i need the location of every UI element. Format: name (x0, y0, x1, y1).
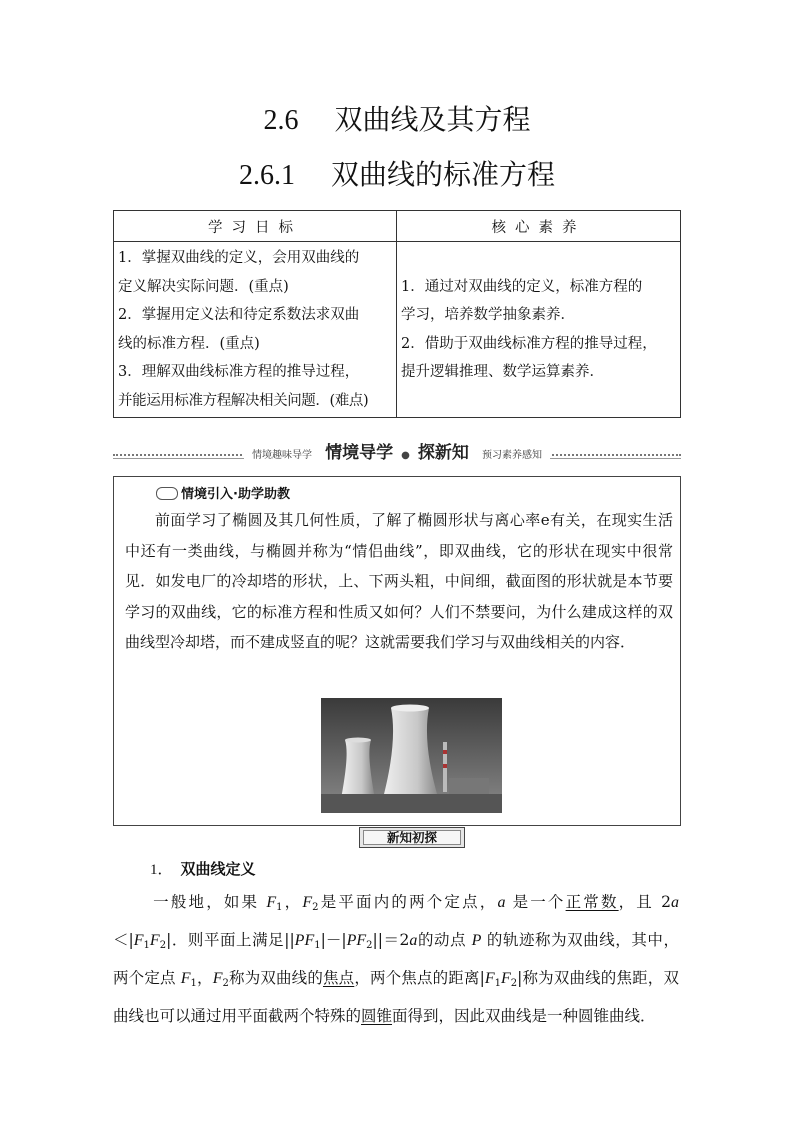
subsection-heading-number: 1． (150, 862, 173, 878)
cone-term: 圆锥 (361, 1007, 393, 1025)
positive-constant-term: 正常数 (565, 893, 619, 911)
banner-small-left: 情境趣味导学 (248, 450, 316, 461)
intro-paragraph: 前面学习了椭圆及其几何性质，了解了椭圆形状与离心率e有关，在现实生活中还有一类曲线，与椭圆并称为“情侣曲线”，即双曲线，它的形状在现实中很常见．如发电厂的冷却塔的形状，上、下两头粗，中间细，截面图的形状就是本节要学习的双曲线，它的标准方程和性质又如何？人们不禁要问，为什么建成这样的双曲线型冷却塔，而不建成竖直的呢？这就需要我们学习与双曲线相关的内容． (125, 511, 673, 651)
leaf-icon (156, 487, 178, 500)
literacy-line: 1．通过对双曲线的定义，标准方程的 (401, 278, 643, 295)
cooling-tower-photo (321, 698, 502, 813)
goals-header: 学习日标 (114, 211, 397, 242)
banner-big-right: 探新知 (414, 443, 473, 463)
subsection-heading-title: 双曲线定义 (180, 860, 256, 878)
literacy-line: 2．借助于双曲线标准方程的推导过程， (401, 335, 657, 352)
goals-cell (114, 242, 397, 418)
subsection-heading (150, 858, 256, 879)
section-number: 2.6 (263, 105, 299, 136)
goals-table (113, 210, 681, 418)
subsection-number: 2.6.1 (238, 160, 295, 191)
literacy-line: 提升逻辑推理、数学运算素养． (401, 364, 604, 380)
intro-heading-text: 情境引入·助学助教 (181, 487, 290, 502)
focus-term: 焦点 (322, 969, 355, 987)
goal-line: 3．理解双曲线标准方程的推导过程， (118, 364, 360, 380)
goal-line: 1．掌握双曲线的定义，会用双曲线的 (118, 250, 360, 266)
new-knowledge-label: 新知初探 (363, 830, 461, 845)
goal-line: 2．掌握用定义法和待定系数法求双曲 (118, 307, 360, 323)
literacy-header: 核心素养 (397, 211, 681, 242)
banner-small-right: 预习素养感知 (478, 450, 546, 461)
subsection-title-text: 双曲线的标准方程 (330, 158, 555, 191)
goal-line: 线的标准方程．(重点) (118, 335, 260, 352)
section-title (0, 98, 794, 138)
goal-line: 并能运用标准方程解决相关问题．(难点) (118, 392, 369, 409)
banner-arrow-icon: ● (397, 450, 414, 461)
section-banner (113, 437, 681, 463)
subsection-title (0, 153, 794, 193)
new-knowledge-tag (359, 827, 465, 848)
intro-heading (156, 483, 290, 502)
definition-paragraph: 一般地，如果 $F_1$，$F_2$是平面内的两个定点，a 是一个正常数，且 $2a<|F_1F_2|$．则平面上满足$||PF_1|-|PF_2||=2a$的动点 P 的轨迹称为双曲线，其中，两个定点 $F_1$，$F_2$称为双曲线的焦点，两个焦点的距离$|F_1F_2|$称为双曲线的焦距，双曲线也可以通过用平面截两个特殊的圆锥面得到，因此双曲线是一种圆锥曲线． (113, 893, 679, 1025)
literacy-line: 学习，培养数学抽象素养． (401, 307, 575, 323)
literacy-cell (397, 242, 681, 418)
banner-big-left: 情境导学 (321, 443, 397, 463)
goal-line: 定义解决实际问题．(重点) (118, 278, 289, 295)
section-title-text: 双曲线及其方程 (334, 103, 531, 136)
